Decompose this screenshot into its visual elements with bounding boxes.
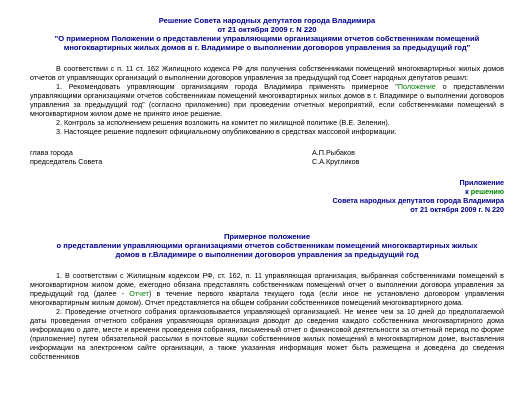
- decision-link[interactable]: решению: [470, 187, 504, 196]
- item-1-text: 1. Рекомендовать управляющим организациям города Владимира применять примерное ": [56, 82, 398, 91]
- signature-name: А.П.Рыбаков: [312, 148, 355, 157]
- signature-role: председатель Совета: [30, 157, 103, 166]
- appendix-header: [30, 178, 504, 214]
- appendix-to: к: [465, 187, 471, 196]
- regulation-title-line: домов в г.Владимире о выполнении договоров управления за предыдущий год: [115, 250, 419, 259]
- item-1-text-rest: о представлении управляющими организациями отчетов собственникам помещений многоквартирных жилых домов в г. Владимире о выполнении договоров управления за предыдущий год" (согласно приложению) при проведении отчетных мероприятий, если собственниками помещений в многоквартирном жилом доме не принято иное решение.: [30, 82, 504, 118]
- signature-row: [30, 157, 450, 166]
- decision-title-line: Решение Совета народных депутатов города Владимира: [158, 16, 376, 25]
- paragraph-1-text-rest: ) в течение первого квартала текущего года (если иное не установлено договором управления многоквартирным жилым домом). Отчет представляется на общем собрании собственников помещений многоквартирного дома.: [30, 289, 504, 307]
- signature-row: [30, 148, 450, 157]
- paragraph-1-text: 1. В соответствии с Жилищным кодексом РФ, ст. 162, п. 11 управляющая организация, выбранная собственниками помещений в многоквартирном жилом доме, ежегодно обязана представлять собственникам помещений отчет о выполнении договора управления за предыдущий год (далее -: [30, 271, 504, 298]
- decision-title: [30, 16, 504, 52]
- appendix-line: от 21 октября 2009 г. N 220: [410, 205, 504, 214]
- regulation-paragraph-1: [30, 271, 504, 307]
- appendix-reference: [30, 187, 504, 196]
- report-link[interactable]: Отчет: [129, 289, 149, 298]
- signature-name: С.А.Кругликов: [312, 157, 360, 166]
- appendix-line: Совета народных депутатов города Владимира: [332, 196, 504, 205]
- signature-role: глава города: [30, 148, 73, 157]
- regulation-link[interactable]: Положение: [397, 82, 436, 91]
- item-2-paragraph: 2. Контроль за исполнением решения возложить на комитет по жилищной политике (В.Е. Зеленин).: [56, 118, 390, 127]
- preamble-paragraph: В соответствии с п. 11 ст. 162 Жилищного кодекса РФ для получения собственниками помещений многоквартирных жилых домов отчетов от управляющих организаций о выполнении договоров управления за предыдущий год Совет народных депутатов решил:: [30, 64, 504, 82]
- item-3-paragraph: 3. Настоящее решение подлежит официальному опубликованию в средствах массовой информации.: [56, 127, 397, 136]
- regulation-title: [30, 232, 504, 259]
- decision-title-line: многоквартирных жилых домов в г. Владимире о выполнении договоров управления за предыдущий год": [63, 43, 471, 52]
- decision-title-line: от 21 октября 2009 г. N 220: [217, 25, 317, 34]
- decision-title-line: "О примерном Положении о представлении управляющими организациями отчетов собственникам помещений: [54, 34, 480, 43]
- item-1-paragraph: [30, 82, 504, 118]
- regulation-paragraph-2: 2. Проведение отчетного собрания организовывается управляющей организацией. Не менее чем за 10 дней до предполагаемой даты проведения отчетного собрания управляющая организация доводит до сведения каждого собственника многоквартирного дома информацию о дате, месте и времени проведения собрания, письменный отчет о финансовой деятельности за отчетный период по форме (приложение) путем обязательной рассылки в почтовые ящики собственников жилых помещений в многоквартирном доме, выставления информации на электронном сайте организации, а также указанная информация может быть размещена и доведена до сведения собственников: [30, 307, 504, 361]
- appendix-label: Приложение: [459, 178, 504, 187]
- regulation-title-line: Примерное положение: [223, 232, 311, 241]
- regulation-title-line: о представлении управляющими организациями отчетов собственникам помещений многоквартирных жилых: [56, 241, 478, 250]
